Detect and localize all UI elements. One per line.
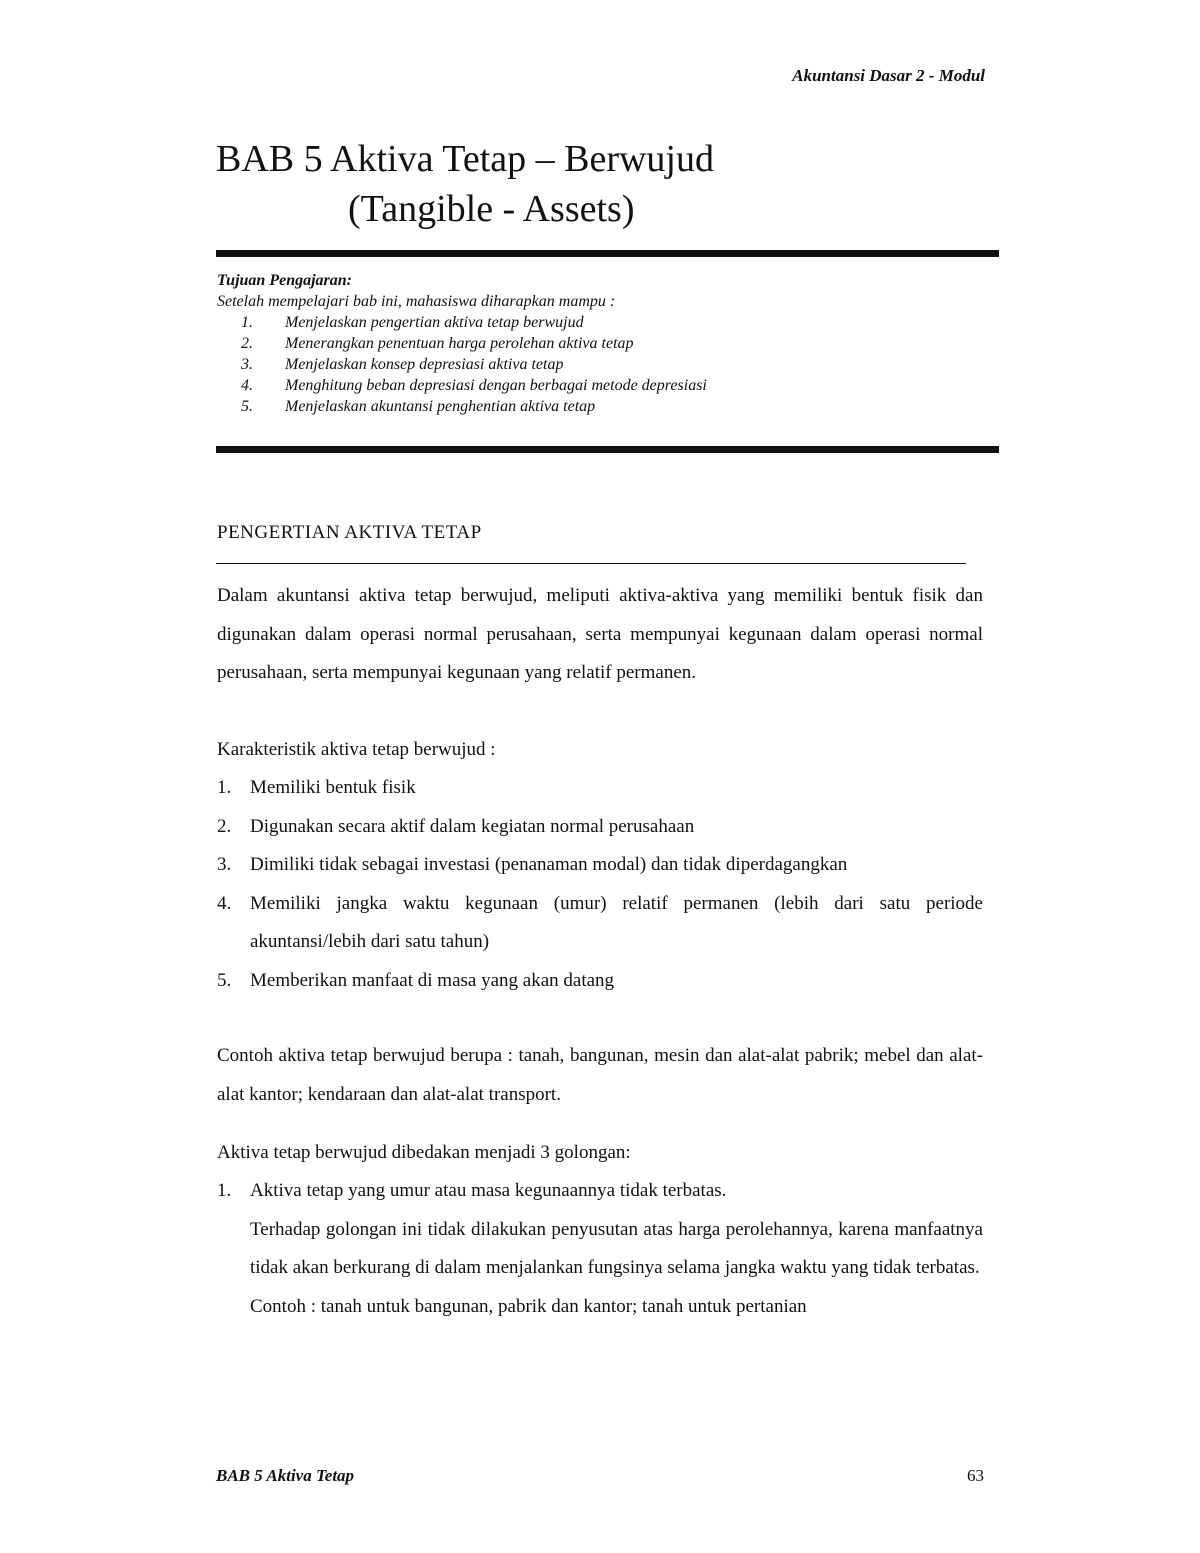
list-text: Digunakan secara aktif dalam kegiatan normal perusahaan bbox=[250, 815, 695, 837]
section-underline bbox=[216, 563, 966, 564]
running-header: Akuntansi Dasar 2 - Modul bbox=[792, 66, 985, 85]
list-item bbox=[217, 846, 983, 885]
objective-item bbox=[217, 312, 707, 333]
chapter-title bbox=[216, 134, 714, 234]
objective-item bbox=[217, 333, 707, 354]
objective-item bbox=[217, 375, 707, 396]
list-number: 4. bbox=[217, 892, 232, 914]
list-number: 3. bbox=[217, 854, 232, 875]
groups-intro: Aktiva tetap berwujud dibedakan menjadi 3 golongan: bbox=[217, 1142, 631, 1163]
objective-text: Menghitung beban depresiasi dengan berbagai metode depresiasi bbox=[285, 377, 707, 394]
characteristics-intro: Karakteristik aktiva tetap berwujud : bbox=[217, 739, 496, 760]
objective-text: Menjelaskan konsep depresiasi aktiva tetap bbox=[285, 356, 564, 373]
page-number: 63 bbox=[967, 1466, 984, 1485]
objective-text: Menjelaskan akuntansi penghentian aktiva tetap bbox=[285, 398, 596, 415]
learning-objectives bbox=[217, 270, 707, 417]
list-text: Memiliki jangka waktu kegunaan (umur) relatif permanen (lebih dari satu periode akuntansi/lebih dari satu tahun) bbox=[250, 892, 983, 952]
list-number: 1. bbox=[217, 777, 232, 798]
objectives-heading: Tujuan Pengajaran: bbox=[217, 272, 352, 289]
objective-number: 1. bbox=[241, 314, 253, 331]
group-content bbox=[250, 1172, 983, 1326]
chapter-title-line2: (Tangible - Assets) bbox=[348, 188, 635, 230]
thick-divider-bottom bbox=[216, 446, 999, 453]
examples-paragraph: Contoh aktiva tetap berwujud berupa : tanah, bangunan, mesin dan alat-alat pabrik; mebel dan alat-alat kantor; kendaraan dan alat-alat transport. bbox=[217, 1045, 983, 1105]
definition-paragraph: Dalam akuntansi aktiva tetap berwujud, meliputi aktiva-aktiva yang memiliki bentuk fisik dan digunakan dalam operasi normal perusahaan, serta mempunyai kegunaan dalam operasi normal perusahaan, serta mempunyai kegunaan yang relatif permanen. bbox=[217, 585, 983, 683]
list-item bbox=[217, 962, 983, 1001]
footer-chapter-label: BAB 5 Aktiva Tetap bbox=[216, 1466, 355, 1485]
objective-number: 4. bbox=[241, 377, 253, 394]
characteristics-list bbox=[217, 769, 983, 1000]
objective-item bbox=[217, 396, 707, 417]
objective-item bbox=[217, 354, 707, 375]
objectives-intro: Setelah mempelajari bab ini, mahasiswa diharapkan mampu : bbox=[217, 293, 616, 310]
list-item bbox=[217, 1172, 983, 1326]
objective-number: 5. bbox=[241, 398, 253, 415]
list-text: Dimiliki tidak sebagai investasi (penanaman modal) dan tidak diperdagangkan bbox=[250, 854, 848, 875]
objective-number: 3. bbox=[241, 356, 253, 373]
list-item bbox=[217, 808, 983, 847]
list-number: 2. bbox=[217, 815, 232, 837]
objective-number: 2. bbox=[241, 335, 253, 352]
list-item bbox=[217, 885, 983, 962]
list-text: Memberikan manfaat di masa yang akan datang bbox=[250, 969, 615, 991]
chapter-title-line1: BAB 5 Aktiva Tetap – Berwujud bbox=[216, 138, 714, 180]
thick-divider-top bbox=[216, 250, 999, 257]
list-text: Memiliki bentuk fisik bbox=[250, 777, 416, 798]
list-number: 1. bbox=[217, 1180, 232, 1201]
objective-text: Menjelaskan pengertian aktiva tetap berwujud bbox=[285, 314, 584, 331]
section-heading: PENGERTIAN AKTIVA TETAP bbox=[217, 522, 482, 543]
objectives-list bbox=[217, 312, 707, 417]
objective-text: Menerangkan penentuan harga perolehan aktiva tetap bbox=[285, 335, 634, 352]
list-item bbox=[217, 769, 983, 808]
group-detail: Terhadap golongan ini tidak dilakukan penyusutan atas harga perolehannya, karena manfaatnya tidak akan berkurang di dalam menjalankan fungsinya selama jangka waktu yang tidak terbatas. bbox=[250, 1218, 983, 1278]
groups-list bbox=[217, 1172, 983, 1326]
group-example: Contoh : tanah untuk bangunan, pabrik dan kantor; tanah untuk pertanian bbox=[250, 1295, 807, 1317]
group-title: Aktiva tetap yang umur atau masa kegunaannya tidak terbatas. bbox=[250, 1180, 727, 1201]
list-number: 5. bbox=[217, 969, 232, 991]
